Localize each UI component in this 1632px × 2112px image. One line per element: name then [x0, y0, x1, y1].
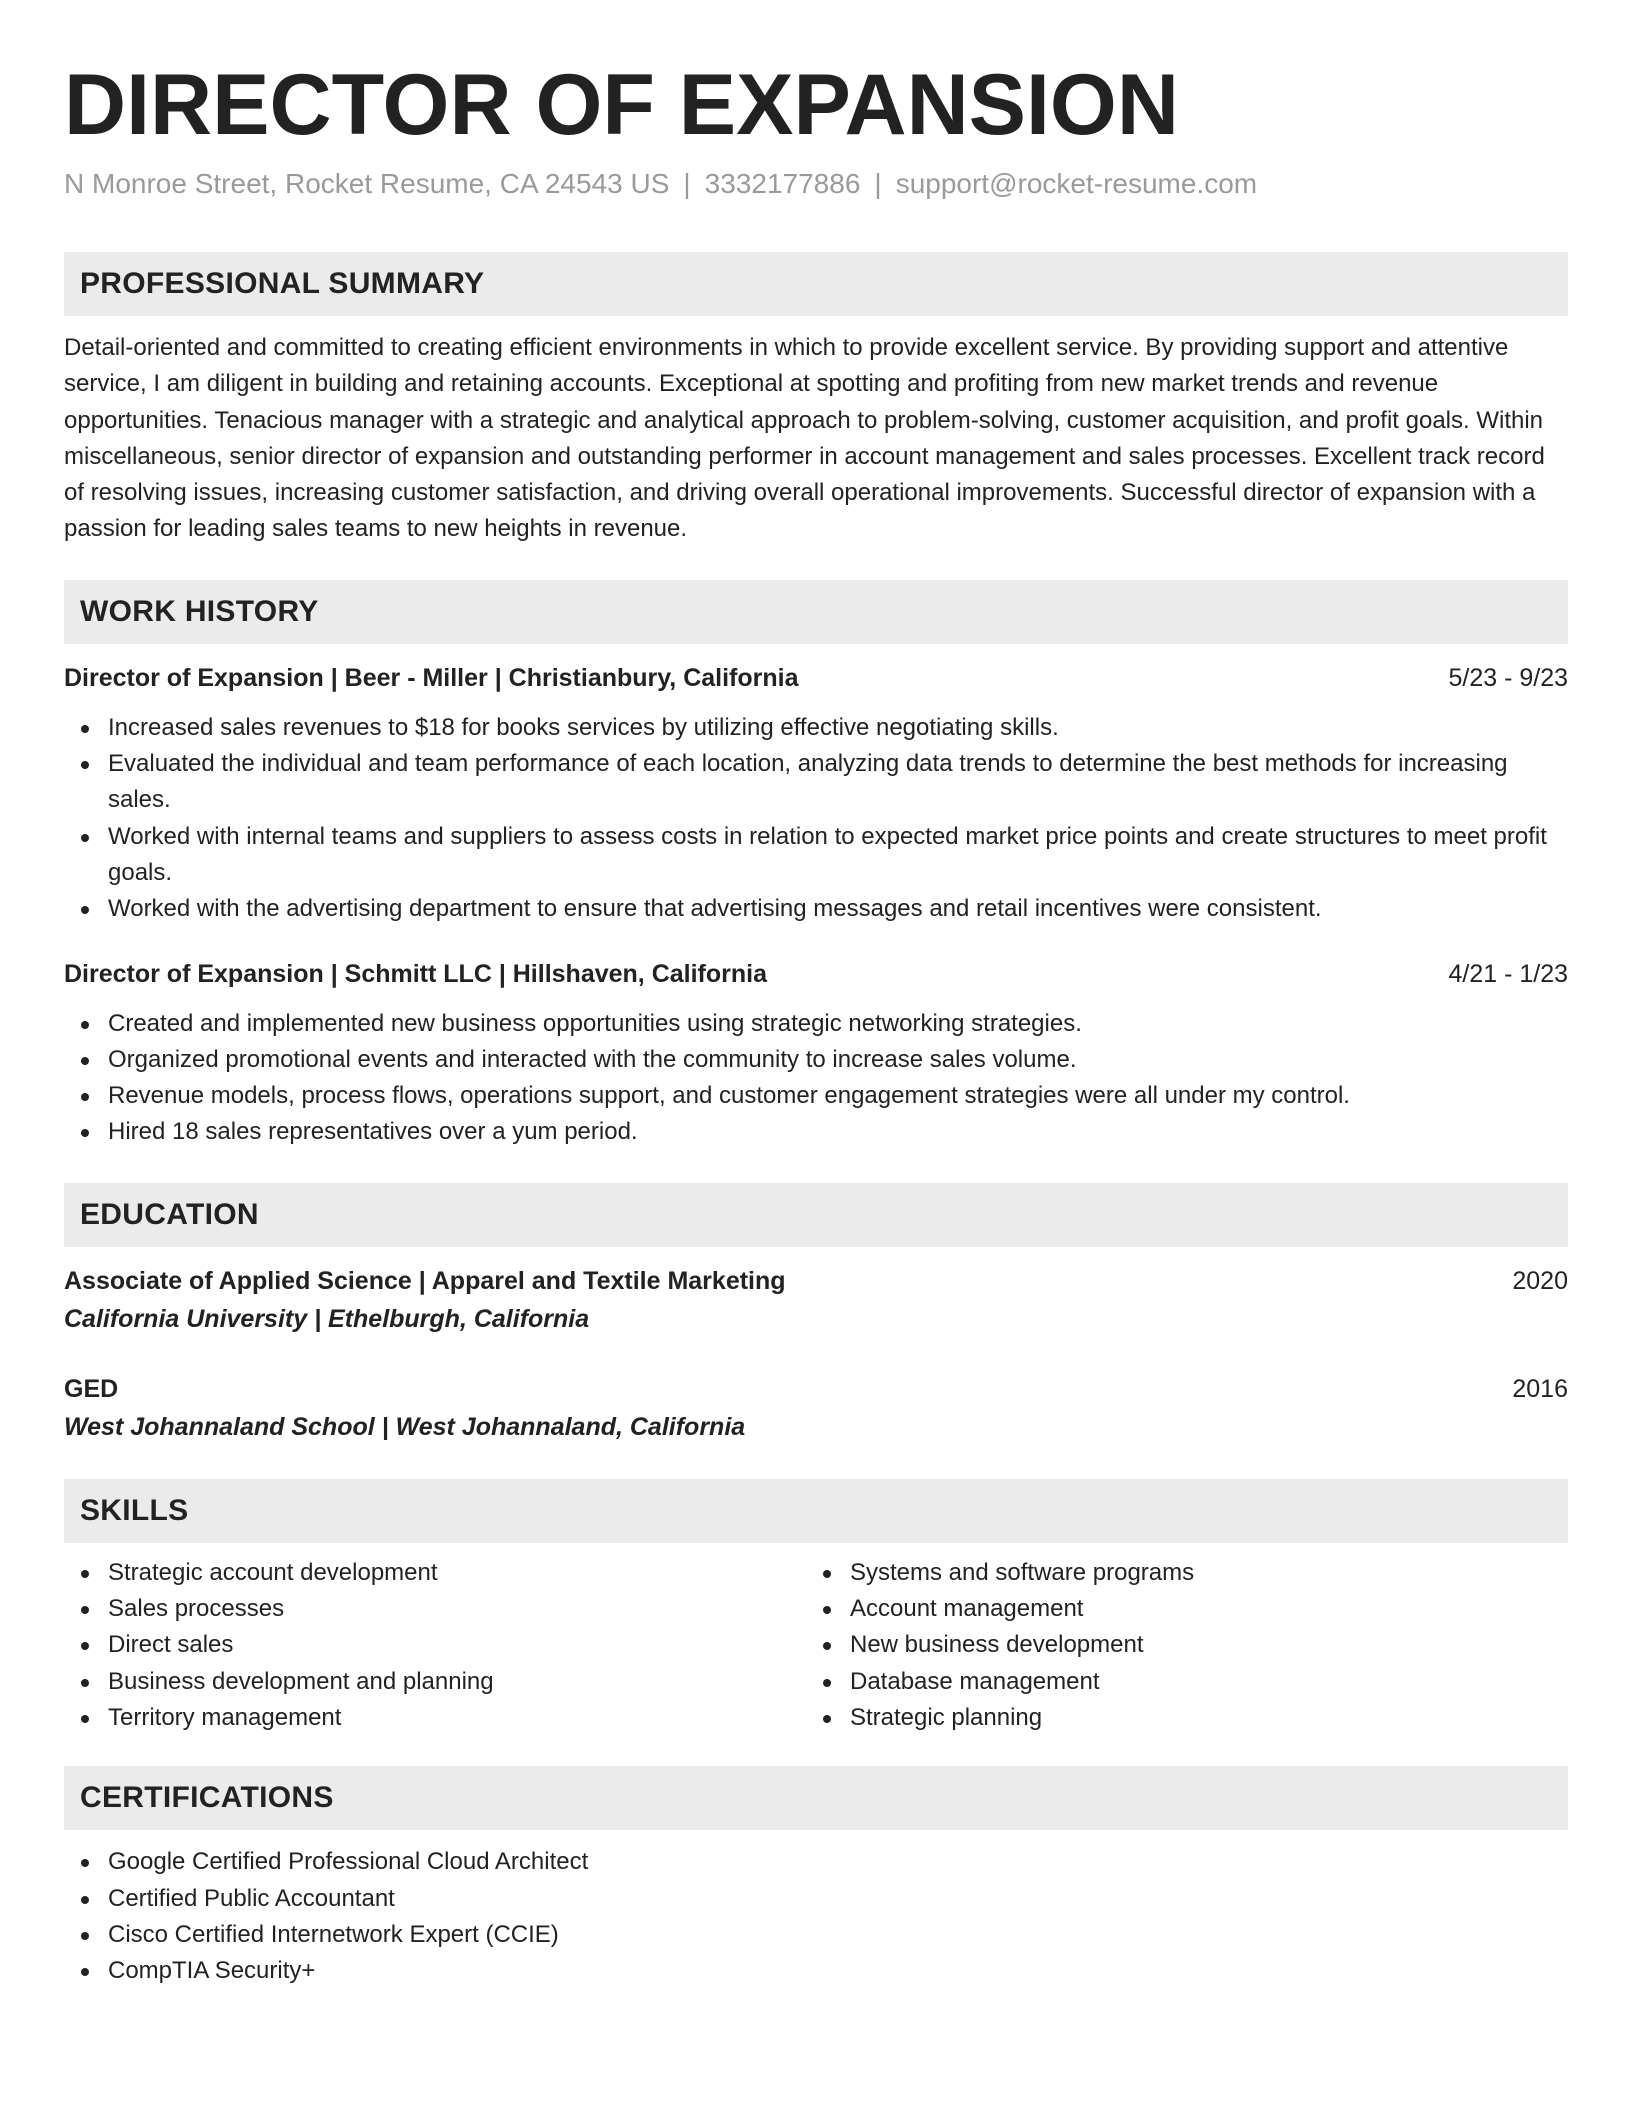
skill-item: Database management	[806, 1664, 1548, 1700]
education-degree: GED	[64, 1374, 119, 1403]
resume-page	[64, 56, 1568, 1989]
certification-item: Google Certified Professional Cloud Architect	[64, 1844, 1568, 1880]
job-date: 4/21 - 1/23	[1448, 959, 1568, 988]
job-title: Director of Expansion | Schmitt LLC | Hillshaven, California	[64, 959, 767, 988]
skill-item: Strategic account development	[64, 1555, 806, 1591]
certification-item: Cisco Certified Internetwork Expert (CCIE)	[64, 1917, 1568, 1953]
certification-item: CompTIA Security+	[64, 1953, 1568, 1989]
job-header	[64, 956, 1568, 992]
education-degree: Associate of Applied Science | Apparel and Textile Marketing	[64, 1266, 786, 1295]
skill-item: Sales processes	[64, 1591, 806, 1627]
contact-line	[64, 166, 1568, 202]
job-bullet: Created and implemented new business opportunities using strategic networking strategies.	[64, 1006, 1568, 1042]
education-header	[64, 1371, 1568, 1407]
section-header-certifications: CERTIFICATIONS	[64, 1766, 1568, 1830]
contact-phone: 3332177886	[704, 168, 861, 199]
education-entry	[64, 1371, 1568, 1445]
job-bullet: Worked with internal teams and suppliers to assess costs in relation to expected market price points and create structures to meet profit goals.	[64, 819, 1568, 892]
job-entry	[64, 956, 1568, 1151]
job-bullet: Worked with the advertising department to ensure that advertising messages and retail incentives were consistent.	[64, 891, 1568, 927]
certification-item: Certified Public Accountant	[64, 1881, 1568, 1917]
contact-address: N Monroe Street, Rocket Resume, CA 24543 US	[64, 168, 670, 199]
education-year: 2020	[1512, 1266, 1568, 1295]
skill-item: Account management	[806, 1591, 1548, 1627]
skill-item: Business development and planning	[64, 1664, 806, 1700]
education-header	[64, 1263, 1568, 1299]
certifications-list	[64, 1844, 1568, 1989]
education-entry	[64, 1263, 1568, 1337]
education-school: California University | Ethelburgh, California	[64, 1304, 590, 1333]
skill-item: Direct sales	[64, 1627, 806, 1663]
summary-text: Detail-oriented and committed to creating efficient environments in which to provide excellent service. By providing support and attentive service, I am diligent in building and retaining accounts. Exceptional at spotting and profiting from new market trends and revenue opportunities. Tenacious manager with a strategic and analytical approach to problem-solving, customer acquisition, and profit goals. Within miscellaneous, senior director of expansion and outstanding performer in account management and sales processes. Excellent track record of resolving issues, increasing customer satisfaction, and driving overall operational improvements. Successful director of expansion with a passion for leading sales teams to new heights in revenue.	[64, 334, 1545, 543]
section-header-education: EDUCATION	[64, 1183, 1568, 1247]
job-bullet: Revenue models, process flows, operations support, and customer engagement strategies were all under my control.	[64, 1078, 1568, 1114]
skills-list-left	[64, 1555, 806, 1736]
job-entry	[64, 660, 1568, 928]
resume-name: DIRECTOR OF EXPANSION	[64, 57, 1179, 153]
job-date: 5/23 - 9/23	[1448, 663, 1568, 692]
contact-separator: |	[683, 168, 691, 199]
skill-item: Strategic planning	[806, 1700, 1548, 1736]
job-bullet: Increased sales revenues to $18 for books services by utilizing effective negotiating skills.	[64, 710, 1568, 746]
job-title: Director of Expansion | Beer - Miller | Christianbury, California	[64, 663, 799, 692]
skill-item: New business development	[806, 1627, 1548, 1663]
skill-item: Systems and software programs	[806, 1555, 1548, 1591]
skills-list-right	[806, 1555, 1548, 1736]
contact-email: support@rocket-resume.com	[895, 168, 1258, 199]
job-header	[64, 660, 1568, 696]
skills-columns	[64, 1555, 1568, 1736]
education-year: 2016	[1512, 1374, 1568, 1403]
section-header-skills: SKILLS	[64, 1479, 1568, 1543]
skill-item: Territory management	[64, 1700, 806, 1736]
job-bullet: Hired 18 sales representatives over a yum period.	[64, 1114, 1568, 1150]
contact-separator: |	[874, 168, 882, 199]
job-bullet: Organized promotional events and interacted with the community to increase sales volume.	[64, 1042, 1568, 1078]
job-bullets	[64, 710, 1568, 928]
section-header-work-history: WORK HISTORY	[64, 580, 1568, 644]
section-header-summary: PROFESSIONAL SUMMARY	[64, 252, 1568, 316]
job-bullets	[64, 1006, 1568, 1151]
education-school: West Johannaland School | West Johannaland, California	[64, 1412, 746, 1441]
job-bullet: Evaluated the individual and team performance of each location, analyzing data trends to determine the best methods for increasing sales.	[64, 746, 1568, 819]
